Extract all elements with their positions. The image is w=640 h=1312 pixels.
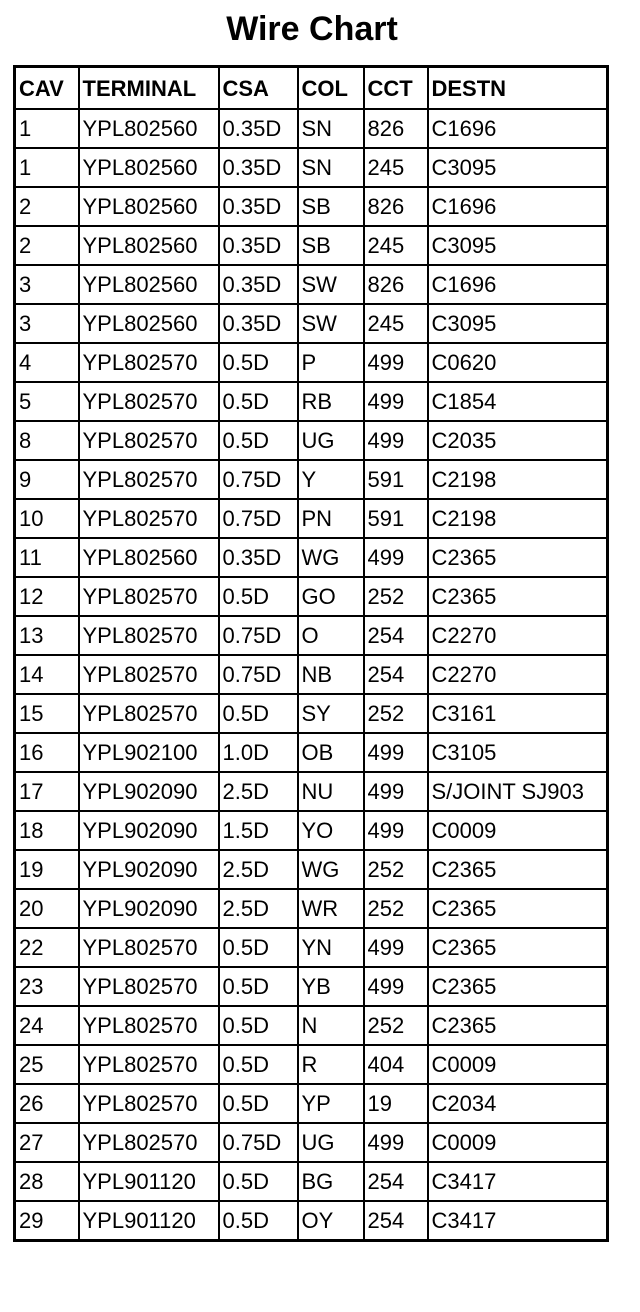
- cell-destn: C0009: [428, 1045, 608, 1084]
- cell-csa: 0.5D: [219, 577, 298, 616]
- cell-cct: 245: [364, 304, 428, 343]
- cell-cct: 499: [364, 1123, 428, 1162]
- table-row: [15, 616, 608, 655]
- cell-csa: 0.35D: [219, 109, 298, 148]
- cell-terminal: YPL802570: [79, 1045, 219, 1084]
- cell-destn: C2035: [428, 421, 608, 460]
- table-row: [15, 460, 608, 499]
- cell-csa: 0.5D: [219, 694, 298, 733]
- table-row: [15, 1201, 608, 1241]
- table-row: [15, 343, 608, 382]
- cell-terminal: YPL802560: [79, 304, 219, 343]
- cell-terminal: YPL802560: [79, 265, 219, 304]
- column-header-destn: DESTN: [428, 67, 608, 110]
- cell-col: NU: [298, 772, 364, 811]
- cell-csa: 0.75D: [219, 499, 298, 538]
- cell-cct: 254: [364, 655, 428, 694]
- cell-cav: 2: [15, 187, 79, 226]
- cell-csa: 2.5D: [219, 772, 298, 811]
- cell-cav: 3: [15, 304, 79, 343]
- cell-terminal: YPL802570: [79, 421, 219, 460]
- cell-terminal: YPL802570: [79, 577, 219, 616]
- cell-terminal: YPL902090: [79, 772, 219, 811]
- cell-cav: 10: [15, 499, 79, 538]
- cell-destn: C3161: [428, 694, 608, 733]
- cell-destn: C2365: [428, 889, 608, 928]
- cell-terminal: YPL802560: [79, 109, 219, 148]
- cell-csa: 0.5D: [219, 421, 298, 460]
- cell-csa: 0.35D: [219, 187, 298, 226]
- cell-destn: C2365: [428, 850, 608, 889]
- cell-cav: 1: [15, 109, 79, 148]
- cell-col: NB: [298, 655, 364, 694]
- cell-destn: C1696: [428, 187, 608, 226]
- cell-csa: 0.5D: [219, 928, 298, 967]
- cell-destn: C2365: [428, 1006, 608, 1045]
- cell-cct: 499: [364, 343, 428, 382]
- cell-col: R: [298, 1045, 364, 1084]
- cell-cav: 25: [15, 1045, 79, 1084]
- cell-cct: 499: [364, 421, 428, 460]
- cell-col: SW: [298, 265, 364, 304]
- cell-cav: 18: [15, 811, 79, 850]
- table-row: [15, 577, 608, 616]
- cell-cav: 1: [15, 148, 79, 187]
- table-row: [15, 1123, 608, 1162]
- table-row: [15, 304, 608, 343]
- cell-terminal: YPL802570: [79, 1006, 219, 1045]
- cell-terminal: YPL802560: [79, 226, 219, 265]
- cell-cav: 19: [15, 850, 79, 889]
- cell-cct: 499: [364, 928, 428, 967]
- cell-cct: 254: [364, 1162, 428, 1201]
- table-row: [15, 499, 608, 538]
- table-row: [15, 1006, 608, 1045]
- cell-col: OB: [298, 733, 364, 772]
- cell-destn: C0009: [428, 811, 608, 850]
- cell-terminal: YPL802570: [79, 694, 219, 733]
- table-row: [15, 421, 608, 460]
- cell-csa: 0.5D: [219, 1045, 298, 1084]
- cell-csa: 0.75D: [219, 655, 298, 694]
- table-row: [15, 265, 608, 304]
- cell-csa: 1.0D: [219, 733, 298, 772]
- cell-terminal: YPL901120: [79, 1162, 219, 1201]
- table-body: [15, 109, 608, 1241]
- cell-terminal: YPL802560: [79, 187, 219, 226]
- cell-terminal: YPL802570: [79, 460, 219, 499]
- cell-destn: C0620: [428, 343, 608, 382]
- cell-cav: 17: [15, 772, 79, 811]
- cell-terminal: YPL902100: [79, 733, 219, 772]
- table-row: [15, 109, 608, 148]
- cell-cav: 12: [15, 577, 79, 616]
- cell-col: BG: [298, 1162, 364, 1201]
- cell-cav: 20: [15, 889, 79, 928]
- cell-csa: 0.75D: [219, 616, 298, 655]
- cell-col: YN: [298, 928, 364, 967]
- table-row: [15, 928, 608, 967]
- cell-csa: 0.5D: [219, 343, 298, 382]
- column-header-csa: CSA: [219, 67, 298, 110]
- cell-col: SB: [298, 226, 364, 265]
- cell-destn: C0009: [428, 1123, 608, 1162]
- table-row: [15, 187, 608, 226]
- cell-cav: 16: [15, 733, 79, 772]
- cell-csa: 0.5D: [219, 382, 298, 421]
- cell-destn: C2365: [428, 538, 608, 577]
- table-row: [15, 811, 608, 850]
- cell-cav: 27: [15, 1123, 79, 1162]
- cell-cav: 8: [15, 421, 79, 460]
- cell-cct: 252: [364, 1006, 428, 1045]
- cell-cct: 499: [364, 733, 428, 772]
- cell-col: GO: [298, 577, 364, 616]
- table-row: [15, 772, 608, 811]
- cell-cct: 245: [364, 148, 428, 187]
- cell-destn: C3105: [428, 733, 608, 772]
- cell-csa: 0.35D: [219, 538, 298, 577]
- cell-cct: 404: [364, 1045, 428, 1084]
- cell-terminal: YPL802570: [79, 343, 219, 382]
- cell-destn: S/JOINT SJ903: [428, 772, 608, 811]
- cell-csa: 2.5D: [219, 889, 298, 928]
- cell-col: YP: [298, 1084, 364, 1123]
- cell-terminal: YPL802570: [79, 499, 219, 538]
- table-row: [15, 967, 608, 1006]
- cell-cct: 499: [364, 772, 428, 811]
- cell-cav: 14: [15, 655, 79, 694]
- cell-csa: 0.75D: [219, 460, 298, 499]
- cell-csa: 0.35D: [219, 226, 298, 265]
- cell-terminal: YPL902090: [79, 811, 219, 850]
- cell-terminal: YPL802570: [79, 655, 219, 694]
- cell-cav: 11: [15, 538, 79, 577]
- cell-destn: C1696: [428, 109, 608, 148]
- cell-destn: C1854: [428, 382, 608, 421]
- table-row: [15, 226, 608, 265]
- cell-csa: 0.5D: [219, 1006, 298, 1045]
- cell-cav: 24: [15, 1006, 79, 1045]
- cell-cct: 252: [364, 577, 428, 616]
- cell-col: O: [298, 616, 364, 655]
- cell-cct: 826: [364, 109, 428, 148]
- cell-cav: 9: [15, 460, 79, 499]
- cell-destn: C3417: [428, 1162, 608, 1201]
- cell-cct: 254: [364, 616, 428, 655]
- table-row: [15, 148, 608, 187]
- cell-csa: 0.35D: [219, 148, 298, 187]
- cell-destn: C2365: [428, 928, 608, 967]
- table-row: [15, 538, 608, 577]
- cell-col: WG: [298, 538, 364, 577]
- table-row: [15, 850, 608, 889]
- cell-csa: 0.5D: [219, 1084, 298, 1123]
- cell-destn: C3095: [428, 148, 608, 187]
- cell-csa: 0.5D: [219, 1201, 298, 1241]
- page-title: Wire Chart: [226, 10, 398, 48]
- cell-cav: 26: [15, 1084, 79, 1123]
- cell-destn: C2270: [428, 616, 608, 655]
- cell-terminal: YPL902090: [79, 889, 219, 928]
- cell-destn: C3417: [428, 1201, 608, 1241]
- cell-destn: C2198: [428, 460, 608, 499]
- column-header-cct: CCT: [364, 67, 428, 110]
- cell-col: SB: [298, 187, 364, 226]
- cell-terminal: YPL802570: [79, 967, 219, 1006]
- column-header-cav: CAV: [15, 67, 79, 110]
- cell-col: SY: [298, 694, 364, 733]
- cell-cct: 499: [364, 382, 428, 421]
- cell-cct: 252: [364, 850, 428, 889]
- cell-col: SW: [298, 304, 364, 343]
- cell-col: SN: [298, 148, 364, 187]
- table-row: [15, 382, 608, 421]
- header-row: [15, 67, 608, 110]
- cell-col: WR: [298, 889, 364, 928]
- cell-destn: C2034: [428, 1084, 608, 1123]
- cell-cct: 499: [364, 967, 428, 1006]
- cell-col: Y: [298, 460, 364, 499]
- cell-cav: 3: [15, 265, 79, 304]
- cell-cav: 4: [15, 343, 79, 382]
- cell-terminal: YPL901120: [79, 1201, 219, 1241]
- cell-cct: 245: [364, 226, 428, 265]
- cell-terminal: YPL802570: [79, 382, 219, 421]
- table-row: [15, 889, 608, 928]
- cell-col: YB: [298, 967, 364, 1006]
- cell-terminal: YPL902090: [79, 850, 219, 889]
- cell-col: UG: [298, 1123, 364, 1162]
- table-row: [15, 1084, 608, 1123]
- cell-col: UG: [298, 421, 364, 460]
- cell-terminal: YPL802560: [79, 148, 219, 187]
- cell-csa: 0.35D: [219, 304, 298, 343]
- cell-col: P: [298, 343, 364, 382]
- cell-terminal: YPL802570: [79, 928, 219, 967]
- cell-cav: 5: [15, 382, 79, 421]
- cell-cct: 499: [364, 811, 428, 850]
- cell-terminal: YPL802570: [79, 616, 219, 655]
- cell-csa: 0.5D: [219, 1162, 298, 1201]
- table-row: [15, 1162, 608, 1201]
- cell-col: N: [298, 1006, 364, 1045]
- table-row: [15, 694, 608, 733]
- cell-col: YO: [298, 811, 364, 850]
- cell-col: PN: [298, 499, 364, 538]
- cell-cav: 22: [15, 928, 79, 967]
- cell-destn: C2270: [428, 655, 608, 694]
- table-row: [15, 1045, 608, 1084]
- cell-cct: 19: [364, 1084, 428, 1123]
- cell-csa: 0.35D: [219, 265, 298, 304]
- wire-chart-table: [13, 65, 609, 1242]
- cell-cct: 826: [364, 265, 428, 304]
- cell-csa: 1.5D: [219, 811, 298, 850]
- cell-cct: 254: [364, 1201, 428, 1241]
- cell-cav: 13: [15, 616, 79, 655]
- cell-cav: 15: [15, 694, 79, 733]
- cell-cct: 252: [364, 889, 428, 928]
- cell-cav: 2: [15, 226, 79, 265]
- table-row: [15, 655, 608, 694]
- cell-terminal: YPL802570: [79, 1084, 219, 1123]
- cell-csa: 0.5D: [219, 967, 298, 1006]
- cell-destn: C2365: [428, 577, 608, 616]
- cell-destn: C2198: [428, 499, 608, 538]
- cell-destn: C3095: [428, 304, 608, 343]
- cell-col: RB: [298, 382, 364, 421]
- cell-destn: C3095: [428, 226, 608, 265]
- cell-csa: 2.5D: [219, 850, 298, 889]
- cell-col: SN: [298, 109, 364, 148]
- cell-cct: 591: [364, 460, 428, 499]
- cell-cav: 28: [15, 1162, 79, 1201]
- column-header-terminal: TERMINAL: [79, 67, 219, 110]
- cell-cav: 29: [15, 1201, 79, 1241]
- table-row: [15, 733, 608, 772]
- cell-destn: C1696: [428, 265, 608, 304]
- cell-terminal: YPL802560: [79, 538, 219, 577]
- cell-cct: 499: [364, 538, 428, 577]
- cell-csa: 0.75D: [219, 1123, 298, 1162]
- cell-col: OY: [298, 1201, 364, 1241]
- column-header-col: COL: [298, 67, 364, 110]
- cell-terminal: YPL802570: [79, 1123, 219, 1162]
- cell-col: WG: [298, 850, 364, 889]
- cell-cct: 591: [364, 499, 428, 538]
- cell-cav: 23: [15, 967, 79, 1006]
- cell-cct: 826: [364, 187, 428, 226]
- cell-cct: 252: [364, 694, 428, 733]
- cell-destn: C2365: [428, 967, 608, 1006]
